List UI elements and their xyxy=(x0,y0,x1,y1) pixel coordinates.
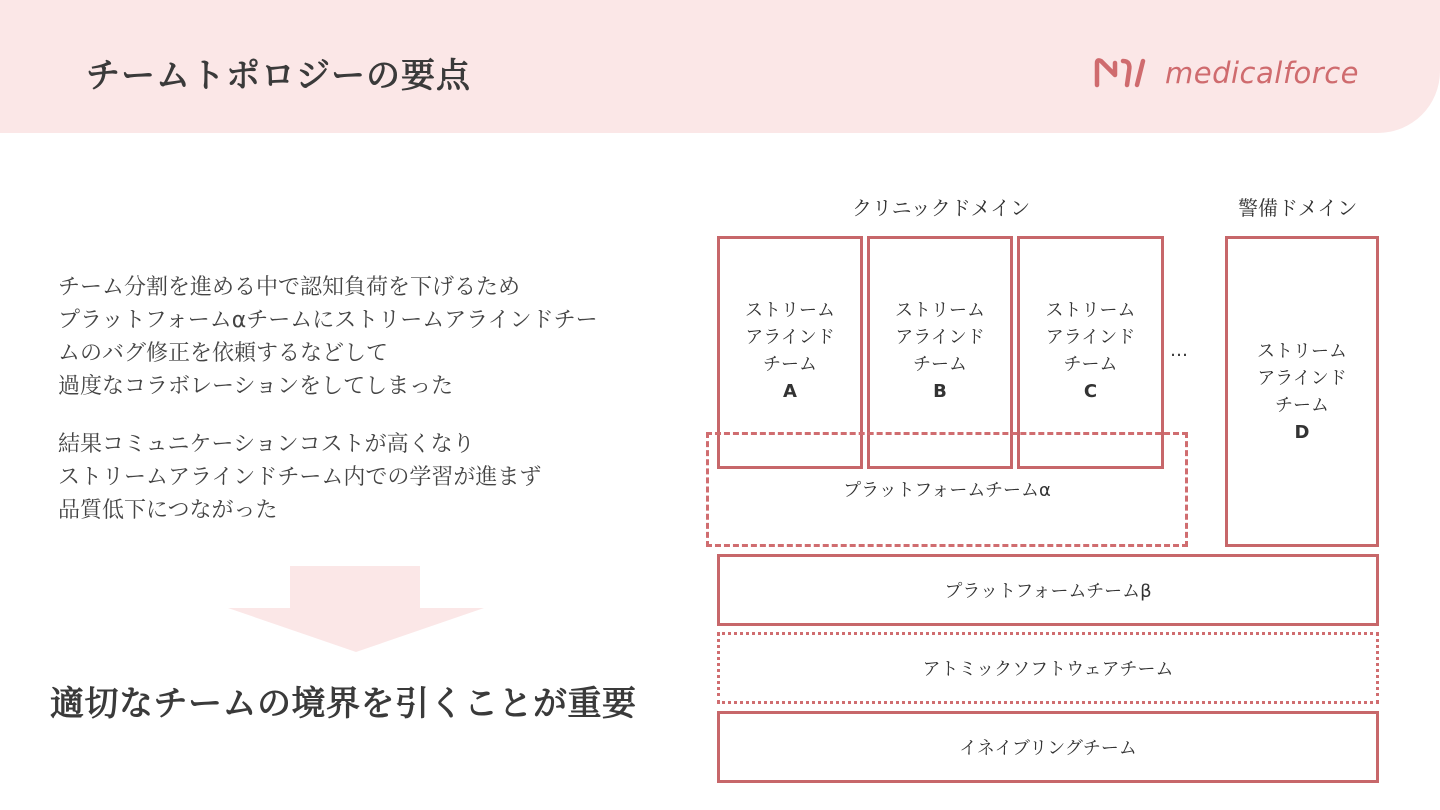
down-arrow-icon xyxy=(228,566,484,652)
paragraph-result: 結果コミュニケーションコストが高くなり ストリームアラインドチーム内での学習が進まず 品質低下につながった xyxy=(58,432,542,523)
team-line: チーム xyxy=(1275,394,1329,416)
team-letter: A xyxy=(783,381,797,402)
enabling-team-box xyxy=(717,711,1379,783)
team-line: チーム xyxy=(913,354,967,375)
team-line: アラインド xyxy=(895,327,985,348)
team-line: ストリーム xyxy=(895,300,985,321)
team-line: チーム xyxy=(763,354,817,375)
team-line: アラインド xyxy=(1257,367,1347,389)
team-letter: C xyxy=(1083,381,1098,402)
stream-team-d xyxy=(1225,236,1379,547)
medicalforce-logo xyxy=(1093,54,1359,92)
team-line: チーム xyxy=(1063,354,1118,375)
team-letter: D xyxy=(1294,421,1310,443)
platform-beta-box xyxy=(717,554,1379,626)
team-line: ストリーム xyxy=(1257,340,1347,362)
more-teams-ellipsis: … xyxy=(1170,340,1188,361)
logo-mark-icon xyxy=(1093,57,1155,89)
team-letter: B xyxy=(933,381,947,402)
page-title: チームトポロジーの要点 xyxy=(86,56,471,96)
team-line: ストリーム xyxy=(1045,300,1136,321)
security-domain-label: 警備ドメイン xyxy=(1238,196,1358,220)
paragraph-problem: チーム分割を進める中で認知負荷を下げるため プラットフォームαチームにストリームアラインドチー ムのバグ修正を依頼するなどして 過度なコラボレーションをしてしまった xyxy=(58,275,598,399)
team-line: アラインド xyxy=(1045,327,1136,348)
platform-beta-label: プラットフォームチームβ xyxy=(944,581,1152,602)
atomic-software-team-box xyxy=(717,632,1379,704)
clinic-domain-label: クリニックドメイン xyxy=(852,196,1031,220)
conclusion-text: 適切なチームの境界を引くことが重要 xyxy=(50,684,637,724)
logo-text: medicalforce xyxy=(1165,56,1359,90)
team-line: アラインド xyxy=(745,327,835,348)
atomic-team-label: アトミックソフトウェアチーム xyxy=(922,659,1174,680)
platform-alpha-label: プラットフォームチームα xyxy=(843,480,1051,501)
enabling-team-label: イネイブリングチーム xyxy=(959,738,1137,759)
team-line: ストリーム xyxy=(745,300,835,321)
